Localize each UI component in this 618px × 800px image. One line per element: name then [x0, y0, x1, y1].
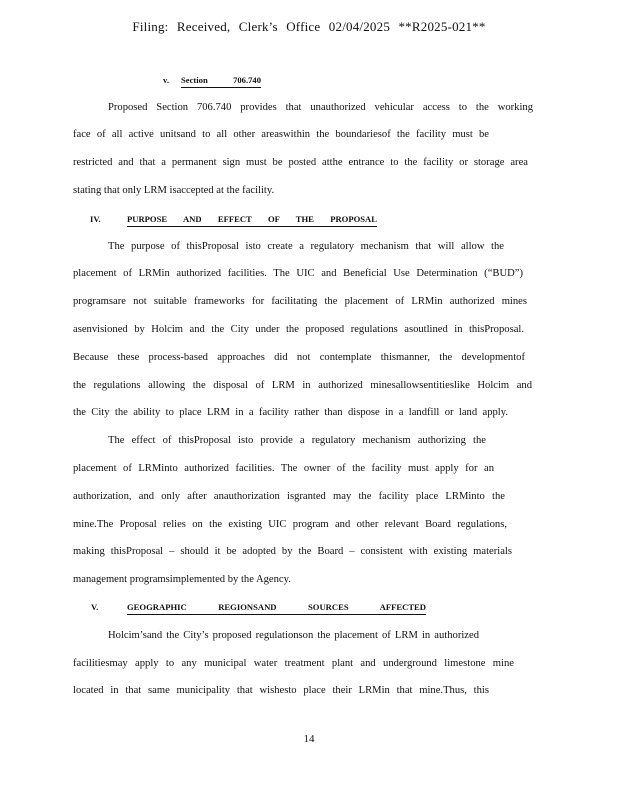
para3-line-3: authorization, and only after anauthorization isgranted may the facility place LRMinto the — [73, 491, 505, 502]
section-iv-title: PURPOSE AND EFFECT OF THE PROPOSAL — [127, 213, 377, 227]
para4-line-2: facilitiesmay apply to any municipal water treatment plant and underground limestone mine — [73, 658, 514, 669]
para2-line-5: Because these process-based approaches did not contemplate thismanner, the developmentof — [73, 352, 525, 363]
section-iv-heading — [90, 213, 377, 225]
para4-line-3: located in that same municipality that wishesto place their LRMin that mine.Thus, this — [73, 685, 489, 696]
para1-line-4: stating that only LRM isaccepted at the facility. — [73, 185, 275, 196]
para2-line-2: placement of LRMin authorized facilities. The UIC and Beneficial Use Determination (“BUD”) — [73, 268, 523, 279]
para3-line-2: placement of LRMinto authorized facilities. The owner of the facility must apply for an — [73, 463, 494, 474]
section-5-number: V. — [91, 602, 99, 612]
para1-line-2: face of all active unitsand to all other areaswithin the boundariesof the facility must be — [73, 129, 489, 140]
para3-line-4: mine.The Proposal relies on the existing UIC program and other relevant Board regulations, — [73, 519, 507, 530]
para3-line-1: The effect of thisProposal isto provide a regulatory mechanism authorizing the — [108, 435, 486, 446]
para2-line-4: asenvisioned by Holcim and the City under the proposed regulations asoutlined in thisProposal. — [73, 324, 524, 335]
para2-line-1: The purpose of thisProposal isto create a regulatory mechanism that will allow the — [108, 241, 504, 252]
section-v-title: Section 706.740 — [181, 74, 261, 88]
para3-line-5: making thisProposal – should it be adopted by the Board – consistent with existing materials — [73, 546, 512, 557]
para1-line-3: restricted and that a permanent sign must be posted atthe entrance to the facility or storage area — [73, 157, 528, 168]
filing-header: Filing: Received, Clerk’s Office 02/04/2025 **R2025-021** — [132, 19, 486, 34]
section-v-heading — [163, 74, 261, 86]
para3-line-6: management programsimplemented by the Agency. — [73, 574, 291, 585]
section-v-number: v. — [163, 75, 169, 85]
para4-line-1: Holcim’sand the City’s proposed regulationson the placement of LRM in authorized — [108, 630, 479, 641]
para2-line-3: programsare not suitable frameworks for facilitating the placement of LRMin authorized mines — [73, 296, 527, 307]
para2-line-6: the regulations allowing the disposal of LRM in authorized minesallowsentitieslike Holcim and — [73, 380, 532, 391]
section-5-title: GEOGRAPHIC REGIONSAND SOURCES AFFECTED — [127, 601, 426, 615]
page-number: 14 — [303, 733, 315, 745]
para2-line-7: the City the ability to place LRM in a facility rather than dispose in a landfill or land apply. — [73, 407, 508, 418]
section-iv-number: IV. — [90, 214, 101, 224]
section-5-heading — [91, 601, 426, 613]
para1-line-1: Proposed Section 706.740 provides that unauthorized vehicular access to the working — [108, 102, 533, 113]
